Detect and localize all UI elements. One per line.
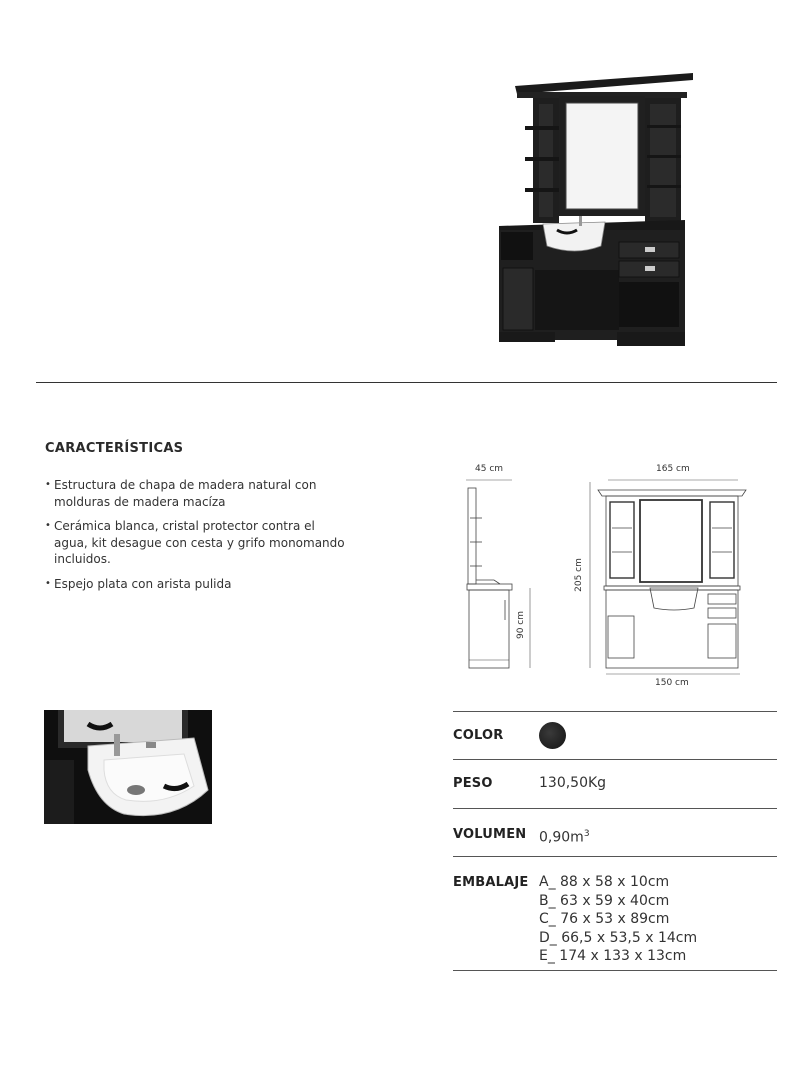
- depth-dimension: 45 cm: [475, 464, 504, 474]
- total-height-dimension: 205 cm: [573, 558, 584, 592]
- volume-exponent: 3: [583, 829, 590, 839]
- side-view-drawing: [460, 460, 760, 692]
- packaging-line: A_ 88 x 58 x 10cm: [539, 874, 670, 890]
- features-title: CARACTERÍSTICAS: [45, 441, 184, 456]
- color-swatch: [539, 722, 566, 749]
- volume-number: 0,90m: [539, 829, 584, 846]
- packaging-line: D_ 66,5 x 53,5 x 14cm: [539, 929, 698, 946]
- product-photo: [495, 70, 695, 355]
- total-width-dimension: 165 cm: [656, 464, 690, 474]
- list-item: • Estructura de chapa de madera natural con molduras de madera macíza: [45, 477, 345, 510]
- section-divider: [36, 382, 777, 383]
- weight-label: PESO: [453, 776, 493, 791]
- list-item: • Espejo plata con arista pulida: [45, 576, 345, 593]
- features-list: [45, 477, 345, 600]
- weight-value: 130,50Kg: [539, 775, 607, 791]
- packaging-line: B_ 63 x 59 x 40cm: [539, 892, 670, 909]
- list-item: • Cerámica blanca, cristal protector contra el agua, kit desague con cesta y grifo monomando incluidos.: [45, 518, 345, 568]
- spec-row-volume: [453, 808, 777, 856]
- technical-drawings: [460, 460, 760, 692]
- spec-row-color: [453, 711, 777, 759]
- specs-table: [453, 711, 777, 971]
- spec-row-weight: [453, 759, 777, 808]
- packaging-line: E_ 174 x 133 x 13cm: [539, 948, 687, 964]
- volume-label: VOLUMEN: [453, 827, 527, 842]
- packaging-line: C_ 76 x 53 x 89cm: [539, 911, 670, 927]
- volume-value: [539, 825, 590, 847]
- base-width-dimension: 150 cm: [655, 678, 689, 688]
- color-label: COLOR: [453, 728, 504, 743]
- packaging-list: [539, 873, 697, 966]
- packaging-label: EMBALAJE: [453, 875, 529, 890]
- spec-row-packaging: [453, 856, 777, 971]
- seat-height-dimension: 90 cm: [516, 610, 527, 640]
- basin-detail-photo: [44, 710, 212, 824]
